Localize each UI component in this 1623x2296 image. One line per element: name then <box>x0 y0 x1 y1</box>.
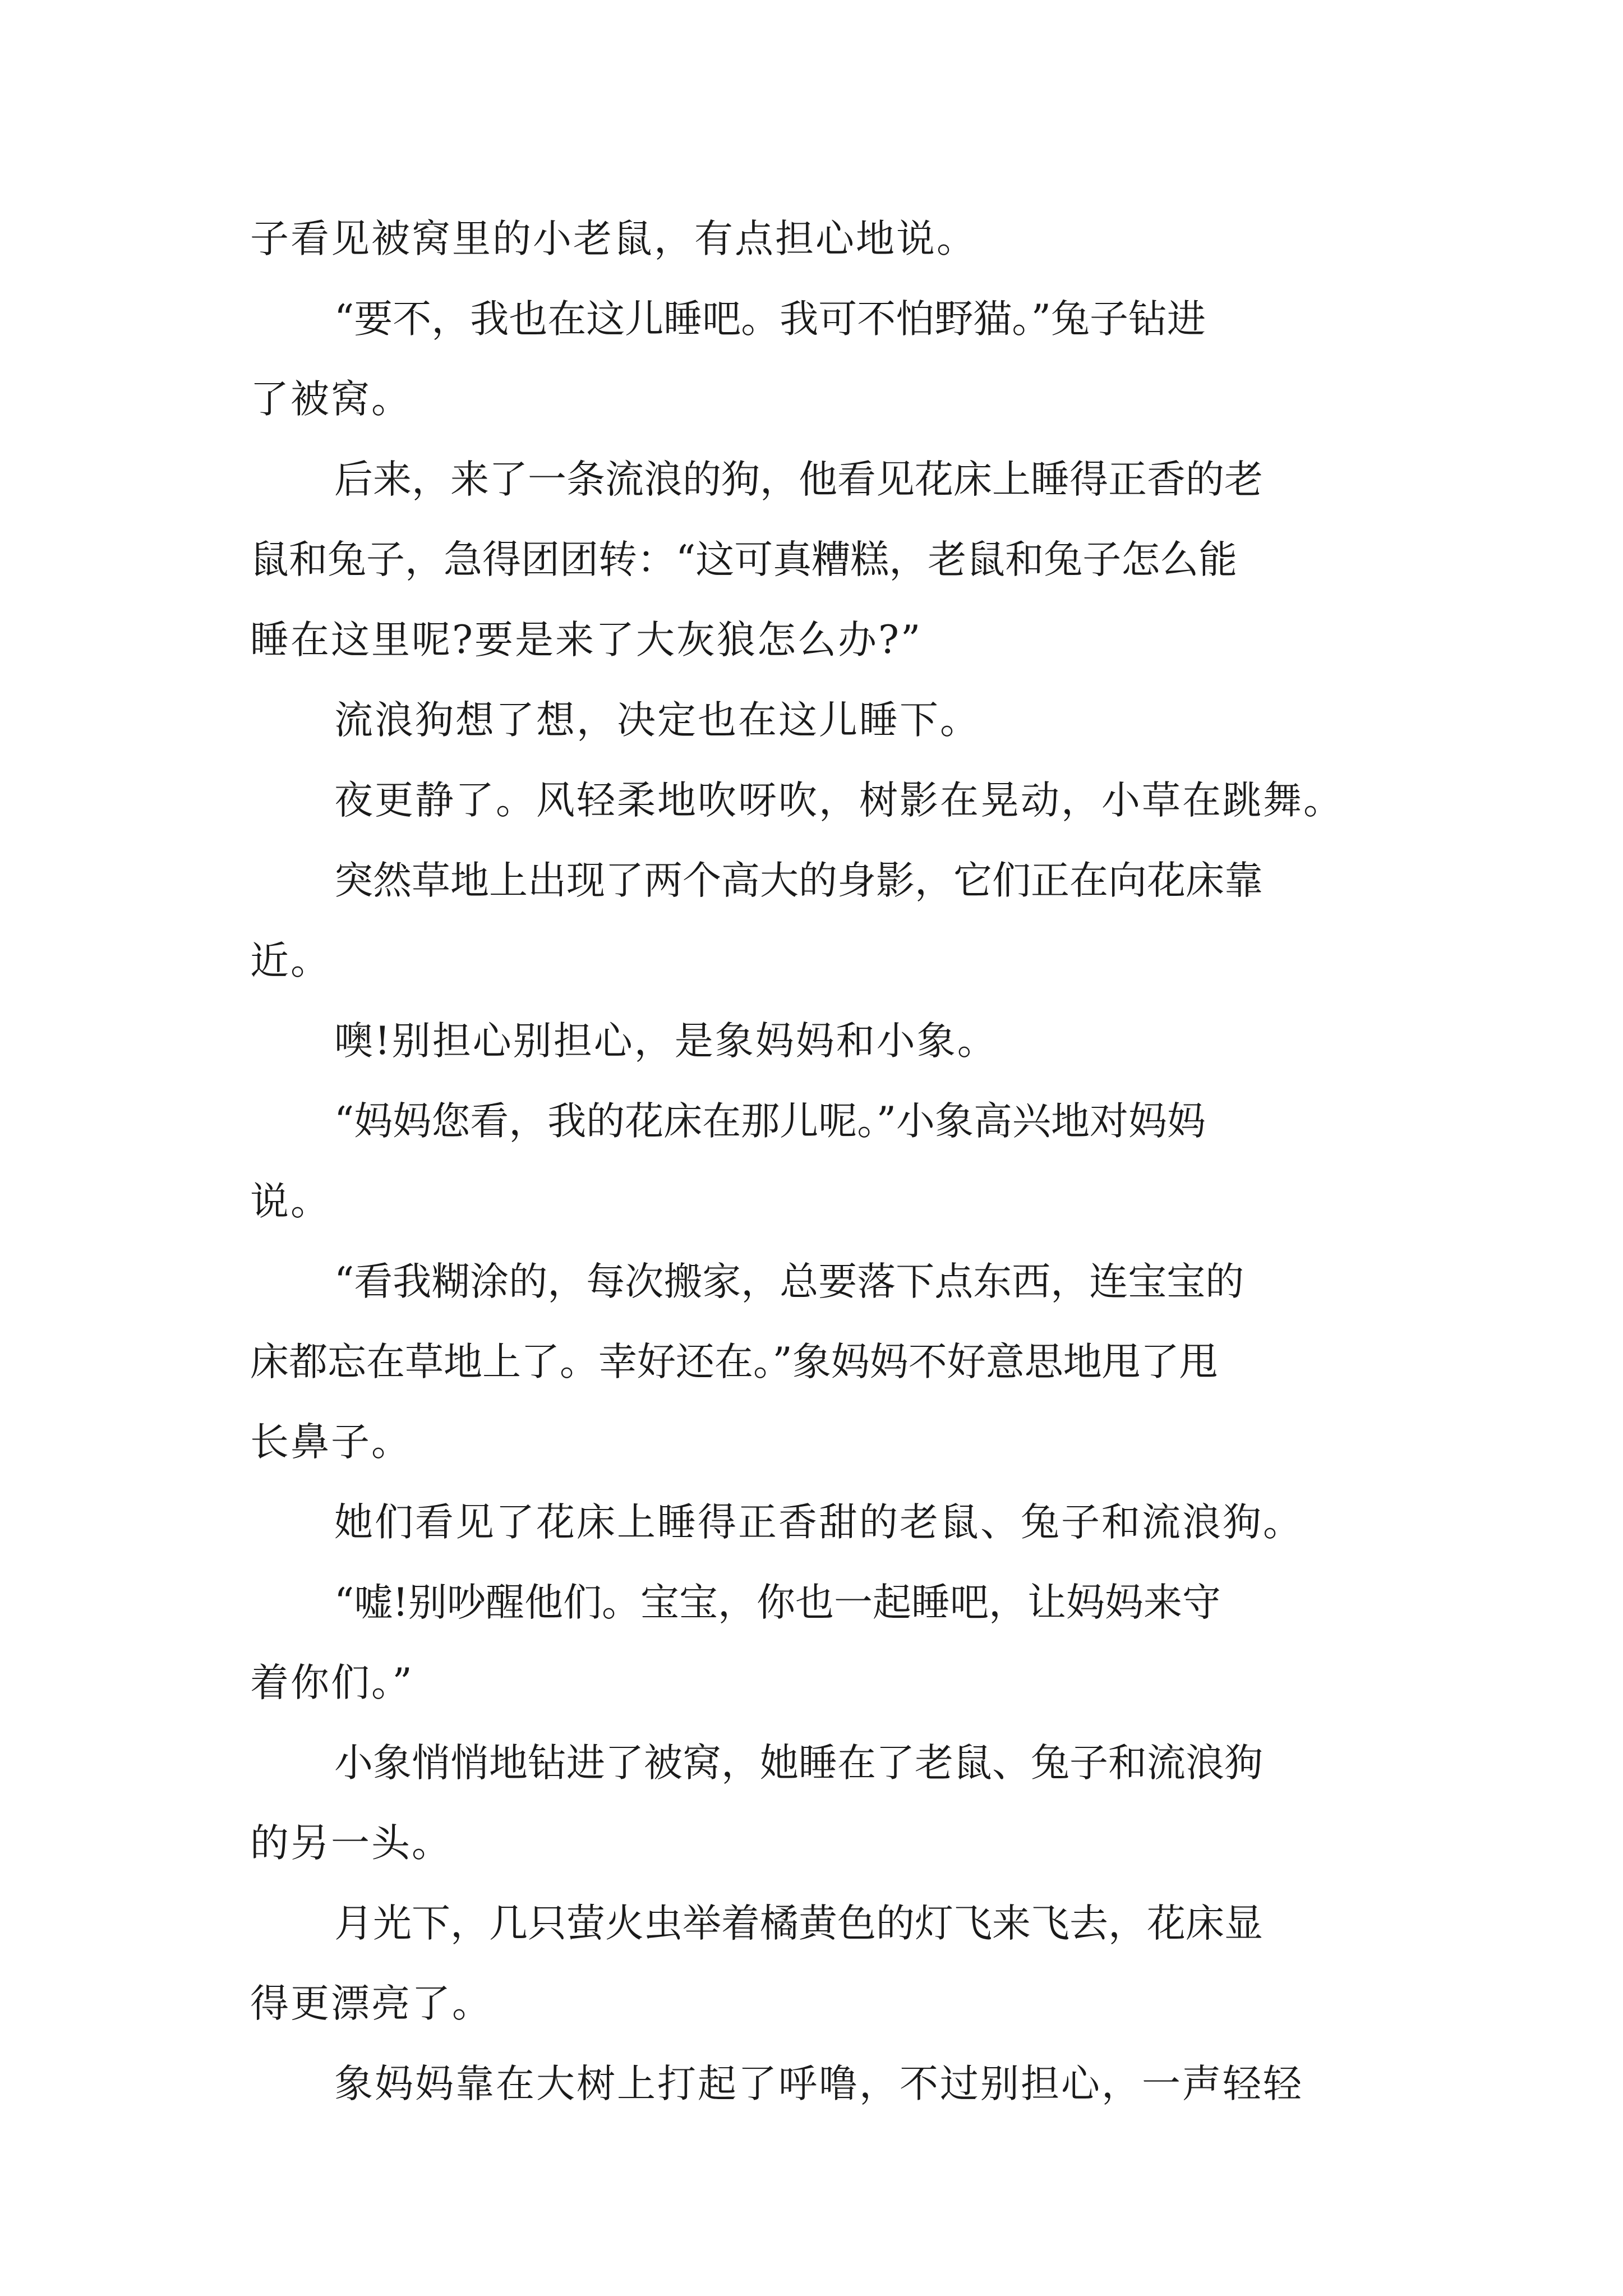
paragraph <box>250 1082 1394 1242</box>
story-text <box>250 199 1394 2124</box>
paragraph <box>250 1884 1394 2044</box>
text-line: 小象悄悄地钻进了被窝，她睡在了老鼠、兔子和流浪狗 <box>334 1741 1263 1786</box>
text-line: 子看见被窝里的小老鼠，有点担心地说。 <box>250 217 977 261</box>
paragraph <box>250 1242 1394 1483</box>
paragraph <box>250 279 1394 440</box>
paragraph <box>250 680 1394 761</box>
text-line: “看我糊涂的，每次搬家，总要落下点东西，连宝宝的 <box>334 1259 1244 1304</box>
text-line: 的另一头。 <box>250 1821 452 1866</box>
text-line: 月光下，几只萤火虫举着橘黄色的灯飞来飞去，花床显 <box>334 1901 1263 1946</box>
paragraph <box>250 841 1394 1001</box>
paragraph <box>250 2044 1394 2124</box>
text-line: 睡在这里呢?要是来了大灰狼怎么办?” <box>250 618 923 662</box>
paragraph <box>250 1001 1394 1082</box>
paragraph <box>250 761 1394 841</box>
text-line: 鼠和兔子，急得团团转：“这可真糟糕，老鼠和兔子怎么能 <box>250 537 1238 582</box>
text-line: “嘘!别吵醒他们。宝宝，你也一起睡吧，让妈妈来守 <box>334 1580 1221 1625</box>
text-line: 噢!别担心别担心，是象妈妈和小象。 <box>334 1019 998 1064</box>
paragraph <box>250 440 1394 680</box>
paragraph <box>250 1483 1394 1563</box>
text-line: 突然草地上出现了两个高大的身影，它们正在向花床靠 <box>334 858 1263 903</box>
text-line: “要不，我也在这儿睡吧。我可不怕野猫。”兔子钻进 <box>334 297 1206 342</box>
text-line: 长鼻子。 <box>250 1420 412 1465</box>
text-line: “妈妈您看，我的花床在那儿呢。”小象高兴地对妈妈 <box>334 1099 1206 1144</box>
text-line: 得更漂亮了。 <box>250 1981 492 2026</box>
text-line: 象妈妈靠在大树上打起了呼噜，不过别担心，一声轻轻 <box>334 2062 1303 2106</box>
paragraph <box>250 1563 1394 1723</box>
text-line: 床都忘在草地上了。幸好还在。”象妈妈不好意思地甩了甩 <box>250 1340 1218 1384</box>
text-line: 流浪狗想了想，决定也在这儿睡下。 <box>334 698 980 743</box>
text-line: 后来，来了一条流浪的狗，他看见花床上睡得正香的老 <box>334 457 1263 502</box>
text-line: 近。 <box>250 938 331 983</box>
text-line: 说。 <box>250 1179 331 1224</box>
text-line: 着你们。” <box>250 1660 414 1705</box>
paragraph <box>250 1723 1394 1884</box>
text-line: 了被窝。 <box>250 377 412 422</box>
paragraph <box>250 199 1394 279</box>
text-line: 夜更静了。风轻柔地吹呀吹，树影在晃动，小草在跳舞。 <box>334 778 1344 823</box>
text-line: 她们看见了花床上睡得正香甜的老鼠、兔子和流浪狗。 <box>334 1500 1303 1545</box>
